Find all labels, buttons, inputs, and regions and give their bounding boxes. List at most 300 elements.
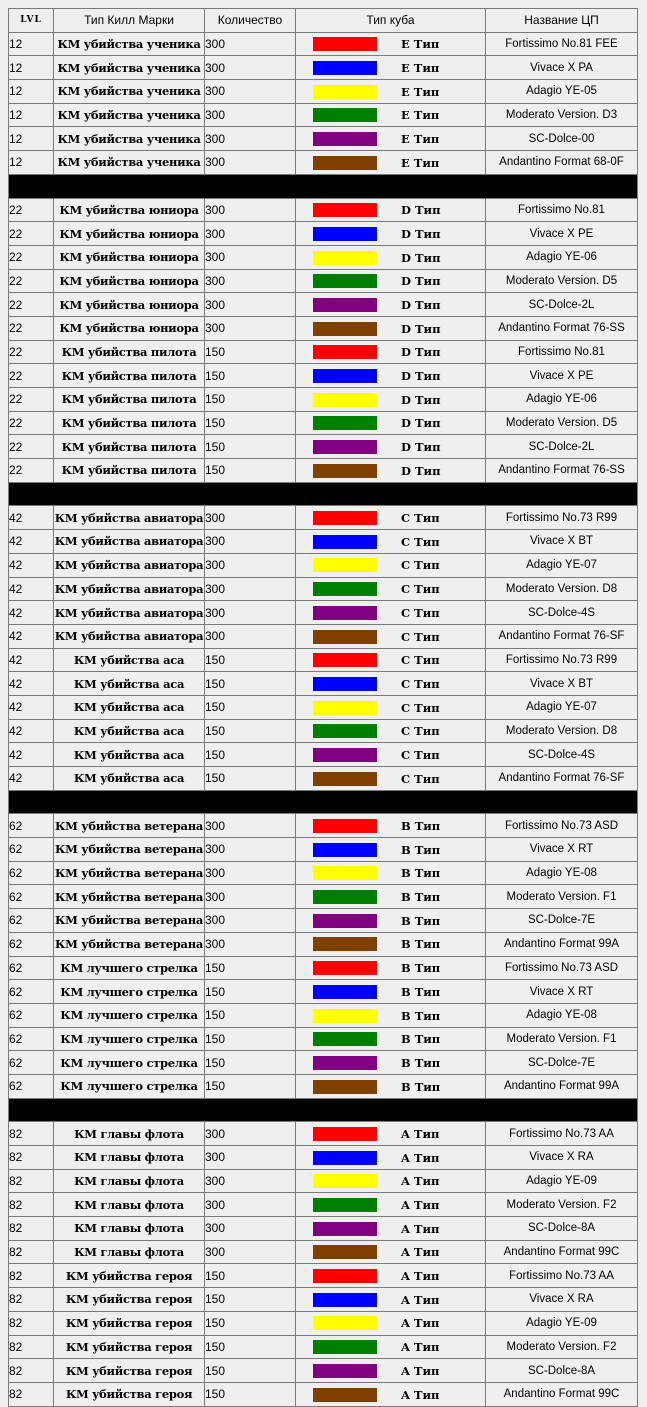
quantity-cell: 300 <box>205 1169 296 1193</box>
quantity-cell: 150 <box>205 695 296 719</box>
kill-mark-cell: КМ главы флота <box>54 1146 205 1170</box>
table-row <box>9 1193 638 1217</box>
kill-mark-cell: КМ убийства ученика <box>54 151 205 175</box>
table-row <box>9 103 638 127</box>
cp-name-cell: Moderato Version. D8 <box>486 719 638 743</box>
cp-name-cell: Vivace X BT <box>486 672 638 696</box>
cube-type-label: B Тип <box>401 961 441 976</box>
table-row <box>9 648 638 672</box>
level-cell: 22 <box>9 435 54 459</box>
cube-type-cell <box>296 719 486 743</box>
cube-color-swatch <box>313 1174 377 1188</box>
cp-name-cell: Adagio YE-05 <box>486 80 638 104</box>
table-row <box>9 364 638 388</box>
quantity-cell: 300 <box>205 861 296 885</box>
cube-color-swatch <box>313 1293 377 1307</box>
cube-type-cell <box>296 861 486 885</box>
level-cell: 42 <box>9 601 54 625</box>
cube-color-swatch <box>313 606 377 620</box>
kill-mark-cell: КМ убийства героя <box>54 1335 205 1359</box>
header-cp-name: Название ЦП <box>486 9 638 33</box>
table-row <box>9 1003 638 1027</box>
kill-mark-cell: КМ убийства ученика <box>54 127 205 151</box>
cp-name-cell: Vivace X RT <box>486 838 638 862</box>
quantity-cell: 300 <box>205 293 296 317</box>
header-lvl: LVL <box>9 9 54 33</box>
cube-color-swatch <box>313 1388 377 1402</box>
cube-type-label: B Тип <box>401 819 441 834</box>
cube-type-cell <box>296 1003 486 1027</box>
cube-color-swatch <box>313 1198 377 1212</box>
cp-name-cell: Moderato Version. F1 <box>486 1027 638 1051</box>
level-cell: 42 <box>9 506 54 530</box>
cube-type-label: A Тип <box>401 1245 440 1260</box>
cp-name-cell: SC-Dolce-8A <box>486 1217 638 1241</box>
cube-color-swatch <box>313 914 377 928</box>
table-row <box>9 198 638 222</box>
quantity-cell: 150 <box>205 435 296 459</box>
quantity-cell: 150 <box>205 672 296 696</box>
table-row <box>9 316 638 340</box>
cube-type-label: D Тип <box>401 345 441 360</box>
cube-type-cell <box>296 198 486 222</box>
level-cell: 62 <box>9 1051 54 1075</box>
level-cell: 42 <box>9 743 54 767</box>
table-row <box>9 1169 638 1193</box>
cube-color-swatch <box>313 582 377 596</box>
cube-color-swatch <box>313 1269 377 1283</box>
table-row <box>9 1074 638 1098</box>
quantity-cell: 150 <box>205 459 296 483</box>
cube-color-swatch <box>313 1080 377 1094</box>
cp-name-cell: Moderato Version. D3 <box>486 103 638 127</box>
cp-name-cell: Adagio YE-07 <box>486 695 638 719</box>
level-cell: 22 <box>9 198 54 222</box>
quantity-cell: 300 <box>205 1217 296 1241</box>
cube-type-cell <box>296 956 486 980</box>
level-cell: 22 <box>9 340 54 364</box>
kill-mark-cell: КМ убийства аса <box>54 767 205 791</box>
cube-color-swatch <box>313 251 377 265</box>
cp-name-cell: Andantino Format 99C <box>486 1382 638 1406</box>
quantity-cell: 300 <box>205 1146 296 1170</box>
kill-mark-cell: КМ главы флота <box>54 1169 205 1193</box>
kill-mark-cell: КМ убийства юниора <box>54 245 205 269</box>
table-row <box>9 767 638 791</box>
cp-name-cell: Vivace X PA <box>486 56 638 80</box>
kill-mark-cell: КМ лучшего стрелка <box>54 1074 205 1098</box>
cube-type-cell <box>296 1335 486 1359</box>
cube-type-label: B Тип <box>401 1079 441 1094</box>
cube-type-label: B Тип <box>401 842 441 857</box>
cp-name-cell: Adagio YE-09 <box>486 1169 638 1193</box>
cube-type-cell <box>296 932 486 956</box>
table-row <box>9 1288 638 1312</box>
cp-name-cell: SC-Dolce-00 <box>486 127 638 151</box>
kill-mark-cell: КМ убийства авиатора <box>54 624 205 648</box>
cp-name-cell: Adagio YE-09 <box>486 1311 638 1335</box>
cube-type-cell <box>296 1288 486 1312</box>
kill-mark-cell: КМ лучшего стрелка <box>54 1003 205 1027</box>
quantity-cell: 300 <box>205 932 296 956</box>
cube-type-label: E Тип <box>401 108 440 123</box>
cube-type-label: C Тип <box>401 724 440 739</box>
cube-type-label: C Тип <box>401 511 440 526</box>
separator-bar <box>9 790 638 814</box>
cube-type-cell <box>296 245 486 269</box>
cp-name-cell: Fortissimo No.73 R99 <box>486 506 638 530</box>
cp-name-cell: Moderato Version. F2 <box>486 1193 638 1217</box>
cp-name-cell: SC-Dolce-7E <box>486 909 638 933</box>
level-cell: 82 <box>9 1146 54 1170</box>
level-cell: 62 <box>9 861 54 885</box>
cube-type-cell <box>296 1051 486 1075</box>
cube-color-swatch <box>313 322 377 336</box>
table-row <box>9 222 638 246</box>
cube-color-swatch <box>313 85 377 99</box>
table-row <box>9 1240 638 1264</box>
kill-mark-cell: КМ лучшего стрелка <box>54 980 205 1004</box>
cube-type-cell <box>296 980 486 1004</box>
kill-mark-cell: КМ убийства пилота <box>54 435 205 459</box>
cube-type-cell <box>296 1169 486 1193</box>
quantity-cell: 300 <box>205 80 296 104</box>
header-cube-type: Тип куба <box>296 9 486 33</box>
cube-type-label: A Тип <box>401 1316 440 1331</box>
quantity-cell: 300 <box>205 814 296 838</box>
quantity-cell: 150 <box>205 1003 296 1027</box>
kill-mark-cell: КМ убийства аса <box>54 743 205 767</box>
level-cell: 62 <box>9 1074 54 1098</box>
quantity-cell: 300 <box>205 1240 296 1264</box>
table-row <box>9 601 638 625</box>
quantity-cell: 150 <box>205 956 296 980</box>
cube-type-label: A Тип <box>401 1150 440 1165</box>
cube-type-cell <box>296 316 486 340</box>
cube-type-label: C Тип <box>401 558 440 573</box>
level-cell: 22 <box>9 293 54 317</box>
kill-mark-cell: КМ убийства юниора <box>54 222 205 246</box>
quantity-cell: 150 <box>205 364 296 388</box>
table-row <box>9 1335 638 1359</box>
kill-mark-cell: КМ убийства юниора <box>54 293 205 317</box>
cube-type-label: D Тип <box>401 440 441 455</box>
table-row <box>9 1264 638 1288</box>
cube-type-cell <box>296 624 486 648</box>
cp-name-cell: Andantino Format 99A <box>486 1074 638 1098</box>
quantity-cell: 150 <box>205 1074 296 1098</box>
quantity-cell: 150 <box>205 1359 296 1383</box>
level-cell: 82 <box>9 1217 54 1241</box>
kill-mark-cell: КМ главы флота <box>54 1240 205 1264</box>
cube-color-swatch <box>313 132 377 146</box>
level-cell: 12 <box>9 103 54 127</box>
quantity-cell: 150 <box>205 388 296 412</box>
cp-name-cell: Moderato Version. D5 <box>486 269 638 293</box>
cube-type-cell <box>296 293 486 317</box>
cube-color-swatch <box>313 701 377 715</box>
kill-mark-cell: КМ убийства юниора <box>54 198 205 222</box>
cube-type-cell <box>296 885 486 909</box>
level-cell: 82 <box>9 1359 54 1383</box>
cube-color-swatch <box>313 1245 377 1259</box>
table-row <box>9 127 638 151</box>
cube-type-label: B Тип <box>401 1008 441 1023</box>
table-row <box>9 32 638 56</box>
cube-type-cell <box>296 814 486 838</box>
table-row <box>9 553 638 577</box>
level-cell: 42 <box>9 719 54 743</box>
table-row <box>9 695 638 719</box>
kill-mark-cell: КМ убийства ученика <box>54 56 205 80</box>
separator-bar <box>9 1098 638 1122</box>
level-cell: 12 <box>9 151 54 175</box>
table-header-row <box>9 9 638 33</box>
cube-type-label: B Тип <box>401 1032 441 1047</box>
cube-color-swatch <box>313 345 377 359</box>
table-row <box>9 340 638 364</box>
kill-mark-cell: КМ убийства юниора <box>54 269 205 293</box>
table-row <box>9 838 638 862</box>
cube-color-swatch <box>313 1056 377 1070</box>
cube-type-label: B Тип <box>401 937 441 952</box>
cube-type-label: B Тип <box>401 913 441 928</box>
cube-color-swatch <box>313 724 377 738</box>
cube-type-label: C Тип <box>401 771 440 786</box>
cube-color-swatch <box>313 203 377 217</box>
quantity-cell: 150 <box>205 411 296 435</box>
table-row <box>9 861 638 885</box>
cube-type-cell <box>296 672 486 696</box>
cube-type-cell <box>296 1311 486 1335</box>
quantity-cell: 300 <box>205 127 296 151</box>
quantity-cell: 300 <box>205 838 296 862</box>
cp-name-cell: Andantino Format 76-SS <box>486 316 638 340</box>
cube-type-cell <box>296 767 486 791</box>
table-row <box>9 1122 638 1146</box>
kill-mark-cell: КМ убийства ученика <box>54 32 205 56</box>
cube-color-swatch <box>313 890 377 904</box>
cp-name-cell: Andantino Format 68-0F <box>486 151 638 175</box>
table-row <box>9 506 638 530</box>
table-row <box>9 672 638 696</box>
quantity-cell: 300 <box>205 601 296 625</box>
cube-type-label: D Тип <box>401 250 441 265</box>
cube-color-swatch <box>313 1127 377 1141</box>
level-cell: 22 <box>9 222 54 246</box>
table-row <box>9 885 638 909</box>
cube-type-label: D Тип <box>401 297 441 312</box>
cp-name-cell: SC-Dolce-4S <box>486 601 638 625</box>
level-cell: 12 <box>9 80 54 104</box>
cube-color-swatch <box>313 843 377 857</box>
cp-name-cell: Moderato Version. F1 <box>486 885 638 909</box>
cp-name-cell: Vivace X BT <box>486 530 638 554</box>
kill-mark-cell: КМ убийства ветерана <box>54 861 205 885</box>
kill-mark-cell: КМ убийства героя <box>54 1359 205 1383</box>
cp-name-cell: Fortissimo No.73 R99 <box>486 648 638 672</box>
cp-name-cell: SC-Dolce-2L <box>486 435 638 459</box>
table-row <box>9 624 638 648</box>
table-row <box>9 56 638 80</box>
table-row <box>9 411 638 435</box>
cube-type-label: B Тип <box>401 890 441 905</box>
cp-name-cell: Andantino Format 76-SS <box>486 459 638 483</box>
cube-type-label: A Тип <box>401 1174 440 1189</box>
cube-type-label: A Тип <box>401 1340 440 1355</box>
level-cell: 42 <box>9 553 54 577</box>
cube-type-cell <box>296 222 486 246</box>
cube-type-label: E Тип <box>401 155 440 170</box>
cube-color-swatch <box>313 748 377 762</box>
level-cell: 22 <box>9 245 54 269</box>
cube-color-swatch <box>313 369 377 383</box>
quantity-cell: 300 <box>205 316 296 340</box>
level-cell: 62 <box>9 980 54 1004</box>
cp-name-cell: SC-Dolce-8A <box>486 1359 638 1383</box>
level-cell: 42 <box>9 767 54 791</box>
level-cell: 82 <box>9 1335 54 1359</box>
cube-type-cell <box>296 80 486 104</box>
quantity-cell: 300 <box>205 222 296 246</box>
cube-type-label: D Тип <box>401 368 441 383</box>
cube-color-swatch <box>313 937 377 951</box>
kill-mark-cell: КМ убийства авиатора <box>54 577 205 601</box>
cube-type-label: B Тип <box>401 984 441 999</box>
cube-type-cell <box>296 743 486 767</box>
kill-mark-cell: КМ убийства героя <box>54 1288 205 1312</box>
cube-type-label: B Тип <box>401 1055 441 1070</box>
cube-type-cell <box>296 127 486 151</box>
cube-type-label: C Тип <box>401 747 440 762</box>
cube-type-cell <box>296 648 486 672</box>
level-cell: 42 <box>9 695 54 719</box>
kill-mark-cell: КМ убийства юниора <box>54 316 205 340</box>
level-cell: 42 <box>9 530 54 554</box>
cube-type-label: B Тип <box>401 866 441 881</box>
kill-mark-cell: КМ убийства героя <box>54 1264 205 1288</box>
table-row <box>9 459 638 483</box>
cube-color-swatch <box>313 1222 377 1236</box>
quantity-cell: 150 <box>205 340 296 364</box>
table-row <box>9 1311 638 1335</box>
kill-mark-cell: КМ убийства ветерана <box>54 885 205 909</box>
cube-type-cell <box>296 151 486 175</box>
cube-color-swatch <box>313 1364 377 1378</box>
kill-mark-cell: КМ главы флота <box>54 1193 205 1217</box>
cp-name-cell: Moderato Version. D5 <box>486 411 638 435</box>
cube-type-cell <box>296 364 486 388</box>
cube-color-swatch <box>313 985 377 999</box>
cube-type-cell <box>296 1264 486 1288</box>
level-cell: 22 <box>9 364 54 388</box>
cube-type-label: C Тип <box>401 700 440 715</box>
quantity-cell: 300 <box>205 885 296 909</box>
cube-type-cell <box>296 530 486 554</box>
cube-type-cell <box>296 1217 486 1241</box>
quantity-cell: 150 <box>205 1335 296 1359</box>
cube-type-cell <box>296 340 486 364</box>
quantity-cell: 300 <box>205 198 296 222</box>
cube-type-label: A Тип <box>401 1269 440 1284</box>
level-cell: 82 <box>9 1288 54 1312</box>
level-cell: 82 <box>9 1382 54 1406</box>
quantity-cell: 300 <box>205 56 296 80</box>
level-cell: 82 <box>9 1240 54 1264</box>
cp-name-cell: Adagio YE-06 <box>486 245 638 269</box>
cp-name-cell: Fortissimo No.81 <box>486 198 638 222</box>
quantity-cell: 300 <box>205 151 296 175</box>
level-cell: 12 <box>9 56 54 80</box>
cp-name-cell: Andantino Format 99A <box>486 932 638 956</box>
kill-mark-cell: КМ убийства пилота <box>54 459 205 483</box>
cube-color-swatch <box>313 227 377 241</box>
cp-name-cell: Andantino Format 76-SF <box>486 767 638 791</box>
kill-mark-cell: КМ лучшего стрелка <box>54 1051 205 1075</box>
quantity-cell: 150 <box>205 743 296 767</box>
level-cell: 62 <box>9 1003 54 1027</box>
table-row <box>9 1051 638 1075</box>
table-row <box>9 577 638 601</box>
cp-name-cell: Moderato Version. D8 <box>486 577 638 601</box>
quantity-cell: 150 <box>205 1382 296 1406</box>
cp-name-cell: Vivace X RA <box>486 1288 638 1312</box>
level-cell: 82 <box>9 1169 54 1193</box>
cube-color-swatch <box>313 1316 377 1330</box>
cube-color-swatch <box>313 772 377 786</box>
cube-color-swatch <box>313 416 377 430</box>
table-body <box>9 32 638 1406</box>
table-row <box>9 909 638 933</box>
cube-type-cell <box>296 1146 486 1170</box>
level-cell: 62 <box>9 909 54 933</box>
cube-type-label: A Тип <box>401 1292 440 1307</box>
cube-type-label: D Тип <box>401 226 441 241</box>
cp-name-cell: Vivace X PE <box>486 364 638 388</box>
level-cell: 62 <box>9 838 54 862</box>
cube-color-swatch <box>313 37 377 51</box>
cube-color-swatch <box>313 1340 377 1354</box>
kill-mark-cell: КМ убийства героя <box>54 1382 205 1406</box>
table-row <box>9 1382 638 1406</box>
cp-name-cell: Fortissimo No.73 ASD <box>486 814 638 838</box>
cp-name-cell: Adagio YE-08 <box>486 861 638 885</box>
cp-name-cell: Vivace X PE <box>486 222 638 246</box>
level-cell: 42 <box>9 624 54 648</box>
cube-type-cell <box>296 577 486 601</box>
cp-name-cell: SC-Dolce-4S <box>486 743 638 767</box>
cube-color-swatch <box>313 440 377 454</box>
cube-color-swatch <box>313 677 377 691</box>
table-row <box>9 245 638 269</box>
table-row <box>9 980 638 1004</box>
cube-color-swatch <box>313 61 377 75</box>
cp-name-cell: Moderato Version. F2 <box>486 1335 638 1359</box>
cube-color-swatch <box>313 866 377 880</box>
kill-mark-cell: КМ убийства аса <box>54 648 205 672</box>
kill-mark-cell: КМ лучшего стрелка <box>54 956 205 980</box>
table-row <box>9 151 638 175</box>
quantity-cell: 150 <box>205 1311 296 1335</box>
level-cell: 62 <box>9 814 54 838</box>
cube-color-swatch <box>313 511 377 525</box>
cube-type-cell <box>296 103 486 127</box>
cube-color-swatch <box>313 1151 377 1165</box>
group-separator <box>9 790 638 814</box>
header-quantity: Количество <box>205 9 296 33</box>
cube-type-label: A Тип <box>401 1387 440 1402</box>
cube-color-swatch <box>313 464 377 478</box>
